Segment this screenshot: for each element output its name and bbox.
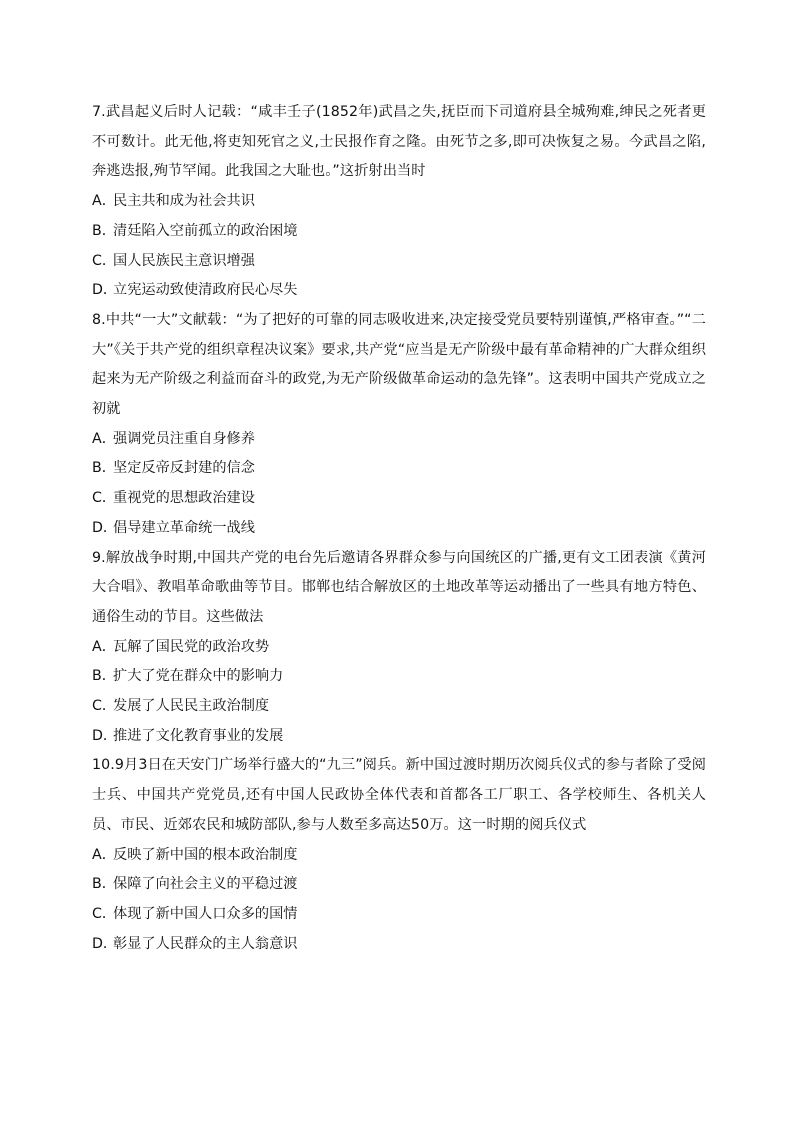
- option-b: [92, 454, 706, 484]
- option-letter: C．: [92, 252, 117, 269]
- option-text: 强调党员注重自身修养: [113, 430, 255, 447]
- option-text: 倡导建立革命统一战线: [113, 519, 255, 536]
- option-letter: A．: [92, 193, 116, 210]
- option-letter: B．: [92, 222, 116, 239]
- option-b: [92, 662, 706, 692]
- option-a: [92, 633, 706, 663]
- exam-page: [92, 98, 706, 959]
- option-letter: A．: [92, 846, 116, 863]
- option-letter: C．: [92, 490, 117, 507]
- option-letter: C．: [92, 905, 117, 922]
- option-text: 体现了新中国人口众多的国情: [113, 905, 298, 922]
- option-a: [92, 841, 706, 871]
- question-10: [92, 751, 706, 959]
- option-c: [92, 484, 706, 514]
- option-text: 立宪运动致使清政府民心尽失: [113, 282, 298, 299]
- question-8: [92, 306, 706, 544]
- option-letter: D．: [92, 935, 118, 952]
- option-c: [92, 247, 706, 277]
- option-text: 重视党的思想政治建设: [113, 490, 255, 507]
- option-text: 彰显了人民群众的主人翁意识: [113, 935, 298, 952]
- option-letter: B．: [92, 668, 116, 685]
- option-letter: D．: [92, 727, 118, 744]
- question-9: [92, 544, 706, 752]
- option-d: [92, 276, 706, 306]
- option-text: 推进了文化教育事业的发展: [113, 727, 284, 744]
- option-c: [92, 900, 706, 930]
- option-c: [92, 692, 706, 722]
- option-letter: A．: [92, 638, 116, 655]
- option-b: [92, 217, 706, 247]
- option-a: [92, 425, 706, 455]
- option-d: [92, 930, 706, 960]
- question-stem: 10.9月3日在天安门广场举行盛大的“九三”阅兵。新中国过渡时期历次阅兵仪式的参与者除了受阅士兵、中国共产党党员,还有中国人民政协全体代表和首都各工厂职工、各学校师生、各机关人员、市民、近郊农民和城防部队,参与人数至多高达50万。这一时期的阅兵仪式: [92, 757, 706, 833]
- question-stem: 9.解放战争时期,中国共产党的电台先后邀请各界群众参与向国统区的广播,更有文工团表演《黄河大合唱》、教唱革命歌曲等节目。邯郸也结合解放区的土地改革等运动播出了一些具有地方特色、通俗生动的节目。这些做法: [92, 549, 706, 625]
- option-d: [92, 722, 706, 752]
- option-text: 瓦解了国民党的政治攻势: [113, 638, 270, 655]
- option-d: [92, 514, 706, 544]
- question-stem: 8.中共“一大”文献载：“为了把好的可靠的同志吸收进来,决定接受党员要特别谨慎,严格审查。”“二大”《关于共产党的组织章程决议案》要求,共产党“应当是无产阶级中最有革命精神的广大群众组织起来为无产阶级之利益而奋斗的政党,为无产阶级做革命运动的急先锋”。这表明中国共产党成立之初就: [92, 311, 706, 418]
- question-stem: 7.武昌起义后时人记载：“咸丰壬子(1852年)武昌之失,抚臣而下司道府县全城殉难,绅民之死者更不可数计。此无他,将吏知死官之义,士民报作育之隆。由死节之多,即可决恢复之易。今武昌之陷,奔逃迭报,殉节罕闻。此我国之大耻也。”这折射出当时: [92, 104, 706, 180]
- option-b: [92, 870, 706, 900]
- option-letter: B．: [92, 876, 116, 893]
- option-text: 保障了向社会主义的平稳过渡: [113, 876, 298, 893]
- option-text: 反映了新中国的根本政治制度: [113, 846, 298, 863]
- option-text: 民主共和成为社会共识: [113, 193, 255, 210]
- option-letter: D．: [92, 519, 118, 536]
- option-text: 国人民族民主意识增强: [113, 252, 255, 269]
- option-text: 坚定反帝反封建的信念: [113, 460, 255, 477]
- question-7: [92, 98, 706, 306]
- option-letter: D．: [92, 282, 118, 299]
- option-text: 扩大了党在群众中的影响力: [113, 668, 284, 685]
- option-letter: A．: [92, 430, 116, 447]
- option-letter: B．: [92, 460, 116, 477]
- option-a: [92, 187, 706, 217]
- option-text: 清廷陷入空前孤立的政治困境: [113, 222, 298, 239]
- option-letter: C．: [92, 698, 117, 715]
- option-text: 发展了人民民主政治制度: [113, 698, 270, 715]
